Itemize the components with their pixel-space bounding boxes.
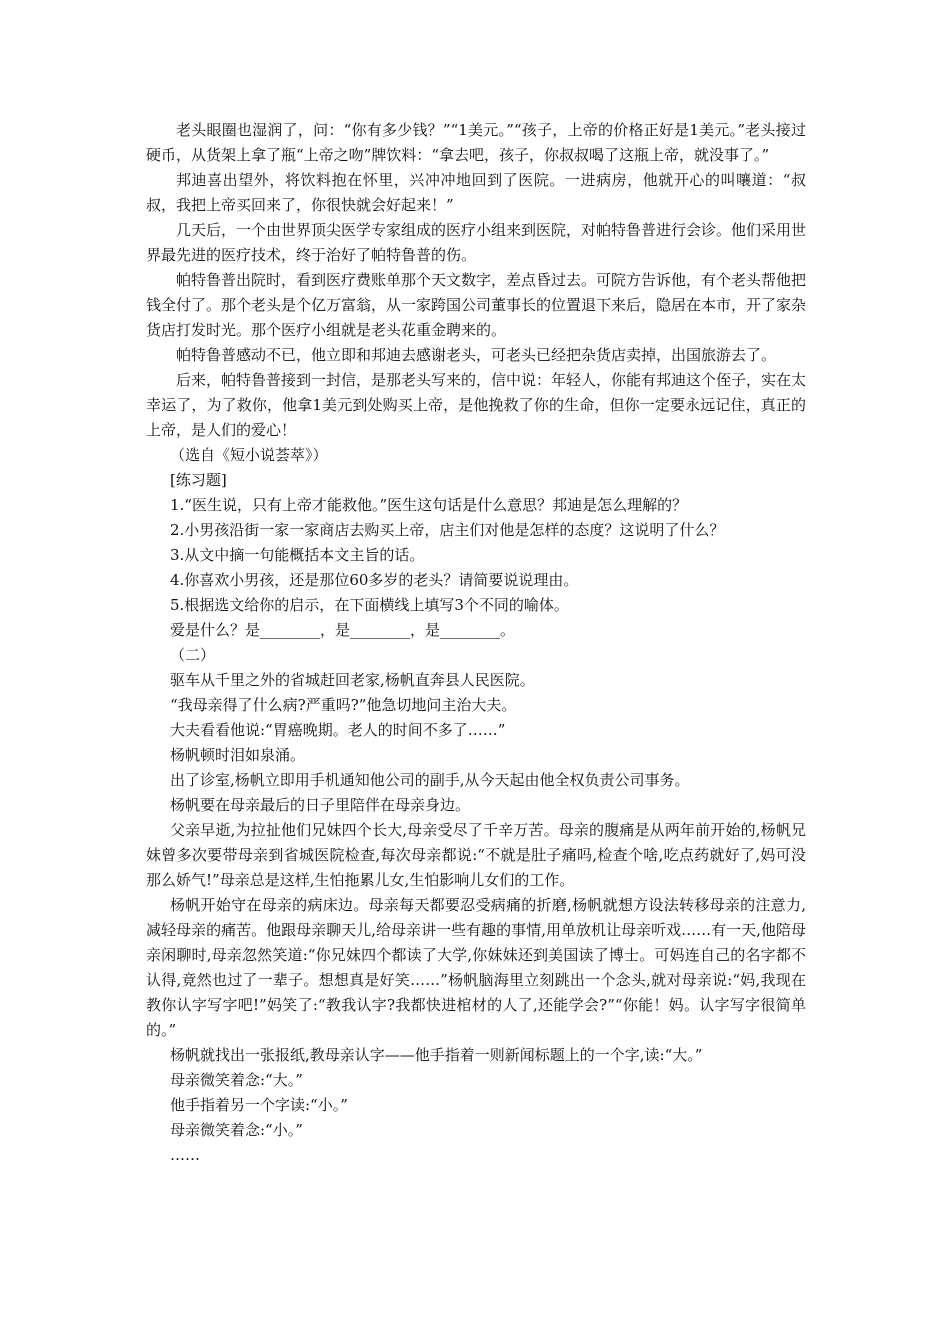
- exercise-question-3: 3.从文中摘一句能概括本文主旨的话。: [170, 546, 425, 564]
- story-paragraph: 杨帆就找出一张报纸,教母亲认字——他手指着一则新闻标题上的一个字,读:“大。”: [170, 1046, 703, 1064]
- story-paragraph: 母亲微笑着念:“大。”: [170, 1071, 303, 1089]
- story-paragraph: 后来，帕特鲁普接到一封信，是那老头写来的，信中说：年轻人，你能有邦迪这个侄子，实在太幸运了，为了救你，他拿1美元到处购买上帝，是他挽救了你的生命，但你一定要永远记住，真正的上帝，是人们的爱心！: [146, 371, 807, 439]
- story-paragraph: 帕特鲁普出院时，看到医疗费账单那个天文数字，差点昏过去。可院方告诉他，有个老头帮他把钱全付了。那个老头是个亿万富翁，从一家跨国公司董事长的位置退下来后，隐居在本市，开了家杂货店打发时光。那个医疗小组就是老头花重金聘来的。: [146, 271, 807, 339]
- exercise-question-1: 1.“医生说，只有上帝才能救他。”医生这句话是什么意思？邦迪是怎么理解的？: [170, 496, 688, 514]
- story-paragraph: 父亲早逝,为拉扯他们兄妹四个长大,母亲受尽了千辛万苦。母亲的腹痛是从两年前开始的,杨帆兄妹曾多次要带母亲到省城医院检查,每次母亲都说:“不就是肚子痛吗,检查个啥,吃点药就好了,妈可没那么娇气!”母亲总是这样,生怕拖累儿女,生怕影响儿女们的工作。: [146, 821, 806, 889]
- story-paragraph: 帕特鲁普感动不已，他立即和邦迪去感谢老头，可老头已经把杂货店卖掉，出国旅游去了。: [176, 346, 777, 364]
- story-paragraph: 出了诊室,杨帆立即用手机通知他公司的副手,从今天起由他全权负责公司事务。: [170, 771, 690, 789]
- exercise-question-5: 5.根据选文给你的启示，在下面横线上填写3个不同的喻体。: [170, 596, 569, 614]
- story-paragraph: 大夫看看他说:“胃癌晚期。老人的时间不多了……”: [170, 721, 506, 739]
- fill-in-blank-line: 爱是什么？是________，是________，是________。: [170, 621, 516, 639]
- story-paragraph: 老头眼圈也湿润了，问：“你有多少钱？”“1美元。”“孩子，上帝的价格正好是1美元。”老头接过硬币，从货架上拿了瓶“上帝之吻”牌饮料：“拿去吧，孩子，你叔叔喝了这瓶上帝，就没事了。”: [146, 121, 806, 164]
- story-paragraph: 杨帆开始守在母亲的病床边。母亲每天都要忍受病痛的折磨,杨帆就想方设法转移母亲的注意力,减轻母亲的痛苦。他跟母亲聊天儿,给母亲讲一些有趣的事情,用单放机让母亲听戏……有一天,他陪母亲闲聊时,母亲忽然笑道:“你兄妹四个都读了大学,你妹妹还到美国读了博士。可妈连自己的名字都不认得,竟然也过了一辈子。想想真是好笑……”杨帆脑海里立刻跳出一个念头,就对母亲说:“妈,我现在教你认字写字吧!”妈笑了:“教我认字?我都快进棺材的人了,还能学会?”“你能！妈。认字写字很简单的。”: [146, 896, 806, 1039]
- section-heading: （二）: [170, 646, 216, 664]
- story-ellipsis: ……: [170, 1146, 200, 1164]
- source-citation: （选自《短小说荟萃》）: [170, 446, 328, 464]
- document-page: [146, 118, 806, 1168]
- story-paragraph: 几天后，一个由世界顶尖医学专家组成的医疗小组来到医院，对帕特鲁普进行会诊。他们采用世界最先进的医疗技术，终于治好了帕特鲁普的伤。: [146, 221, 807, 264]
- exercise-question-4: 4.你喜欢小男孩，还是那位60多岁的老头？请简要说说理由。: [170, 571, 579, 589]
- exercise-heading: [练习题]: [170, 471, 227, 489]
- exercise-question-2: 2.小男孩沿街一家一家商店去购买上帝，店主们对他是怎样的态度？这说明了什么？: [170, 521, 725, 539]
- story-paragraph: 母亲微笑着念:“小。”: [170, 1121, 303, 1139]
- story-paragraph: 杨帆顿时泪如泉涌。: [170, 746, 306, 764]
- story-paragraph: “我母亲得了什么病?严重吗?”他急切地问主治大夫。: [170, 696, 517, 714]
- story-paragraph: 邦迪喜出望外，将饮料抱在怀里，兴冲冲地回到了医院。一进病房，他就开心的叫嚷道：“叔叔，我把上帝买回来了，你很快就会好起来！”: [146, 171, 806, 214]
- story-paragraph: 驱车从千里之外的省城赶回老家,杨帆直奔县人民医院。: [170, 671, 535, 689]
- story-paragraph: 杨帆要在母亲最后的日子里陪伴在母亲身边。: [170, 796, 471, 814]
- story-paragraph: 他手指着另一个字读:“小。”: [170, 1096, 348, 1114]
